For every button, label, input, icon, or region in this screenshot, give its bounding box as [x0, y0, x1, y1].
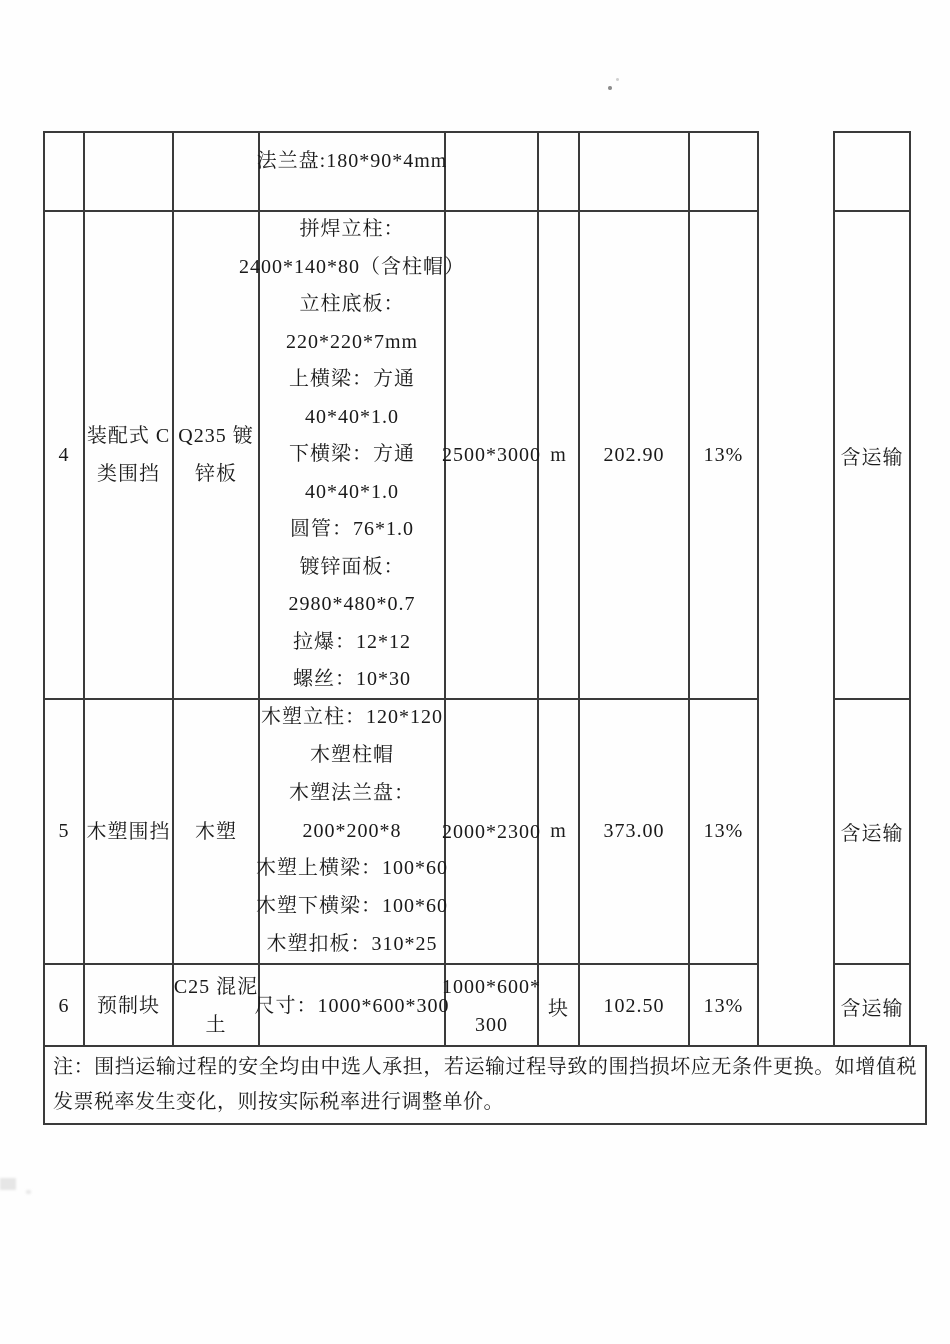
- spec-line: 40*40*1.0: [305, 405, 399, 428]
- cell-unit-partial: [539, 133, 580, 212]
- cell-name: [85, 700, 174, 965]
- note-box: [43, 1045, 927, 1125]
- cell-size: [442, 700, 541, 965]
- cell-tax-rate: 13%: [690, 700, 757, 965]
- spec-line: 木塑扣板：310*25: [266, 933, 438, 955]
- spec-line: 螺丝：10*30: [293, 668, 411, 691]
- spec-line: 尺寸：1000*600*300: [254, 995, 450, 1017]
- cell-specs: [254, 965, 450, 1047]
- spec-line: 木塑上横梁：100*60: [256, 857, 448, 880]
- cell-material: [174, 965, 260, 1047]
- scan-speck: [616, 78, 619, 81]
- spec-line: 装配式 C: [86, 425, 171, 447]
- cell-specs: [239, 212, 465, 700]
- cell-size: [442, 212, 541, 700]
- spec-line: 2980*480*0.7: [288, 593, 416, 616]
- cell-material: [174, 700, 260, 965]
- pricing-table: [43, 131, 759, 1047]
- spec-line: 木塑围挡: [86, 820, 171, 843]
- spec-line: 土: [205, 1014, 227, 1036]
- scan-smudge: [26, 1190, 31, 1194]
- cell-material-partial: [174, 133, 260, 212]
- spec-line: 木塑: [195, 820, 237, 843]
- spec-line: 木塑法兰盘：: [289, 781, 415, 804]
- spec-line: 锌板: [195, 463, 237, 485]
- cell-size-partial: [446, 133, 539, 212]
- spec-line: 220*220*7mm: [285, 330, 419, 353]
- cell-size: [442, 965, 541, 1047]
- spec-line: 木塑柱帽: [310, 744, 394, 767]
- cell-price: 202.90: [580, 212, 690, 700]
- cell-no-partial: [45, 133, 85, 212]
- remark-column: [833, 131, 911, 1047]
- cell-price: 373.00: [580, 700, 690, 965]
- spec-line: 2400*140*80（含柱帽）: [239, 255, 465, 278]
- spec-line: 类围挡: [97, 463, 160, 485]
- cell-unit: 块: [539, 965, 580, 1047]
- scan-speck: [608, 86, 612, 90]
- cell-name: [85, 965, 174, 1047]
- remark-cell: 含运输: [840, 997, 904, 1020]
- spec-line: 2000*2300: [442, 820, 541, 843]
- spec-line: 法兰盘:180*90*4mm: [256, 150, 448, 172]
- cell-unit: m: [539, 700, 580, 965]
- cell-name-partial: [85, 133, 174, 212]
- cell-tax-rate-partial: [690, 133, 757, 212]
- spec-line: 2500*3000: [442, 444, 541, 466]
- cell-unit: m: [539, 212, 580, 700]
- spec-line: 拼焊立柱：: [299, 218, 405, 241]
- spec-line: 下横梁：方通: [289, 443, 415, 466]
- spec-line: 1000*600*: [442, 976, 541, 998]
- cell-price: 102.50: [580, 965, 690, 1047]
- spec-line: C25 混泥: [173, 976, 259, 998]
- remark-cell: 含运输: [835, 700, 909, 965]
- note-text: 注：围挡运输过程的安全均由中选人承担，若运输过程导致的围挡损坏应无条件更换。如增值税发票税率发生变化，则按实际税率进行调整单价。: [53, 1056, 917, 1113]
- cell-specs-partial: [256, 133, 448, 212]
- scan-smudge: [0, 1178, 16, 1190]
- remark-cell-partial: [835, 133, 909, 212]
- spec-line: Q235 镀: [178, 425, 254, 447]
- spec-line: 上横梁：方通: [289, 368, 415, 391]
- cell-no: 4: [45, 212, 85, 700]
- spec-line: 预制块: [97, 995, 160, 1017]
- spec-line: 镀锌面板：: [299, 555, 405, 578]
- cell-price-partial: [580, 133, 690, 212]
- spec-line: 木塑立柱：120*120: [261, 706, 443, 729]
- spec-line: 拉爆：12*12: [293, 630, 411, 653]
- cell-no: 6: [45, 965, 85, 1047]
- spec-line: 立柱底板：: [299, 293, 405, 316]
- cell-tax-rate: 13%: [690, 212, 757, 700]
- spec-line: 圆管：76*1.0: [290, 518, 414, 541]
- remark-cell: 含运输: [835, 212, 909, 700]
- spec-line: 木塑下横梁：100*60: [256, 895, 448, 918]
- cell-name: [85, 212, 174, 700]
- spec-line: 40*40*1.0: [305, 480, 399, 503]
- cell-tax-rate: 13%: [703, 994, 744, 1017]
- spec-line: 200*200*8: [302, 819, 402, 842]
- spec-line: 300: [475, 1014, 508, 1036]
- cell-no: 5: [45, 700, 85, 965]
- cell-specs: [256, 700, 448, 965]
